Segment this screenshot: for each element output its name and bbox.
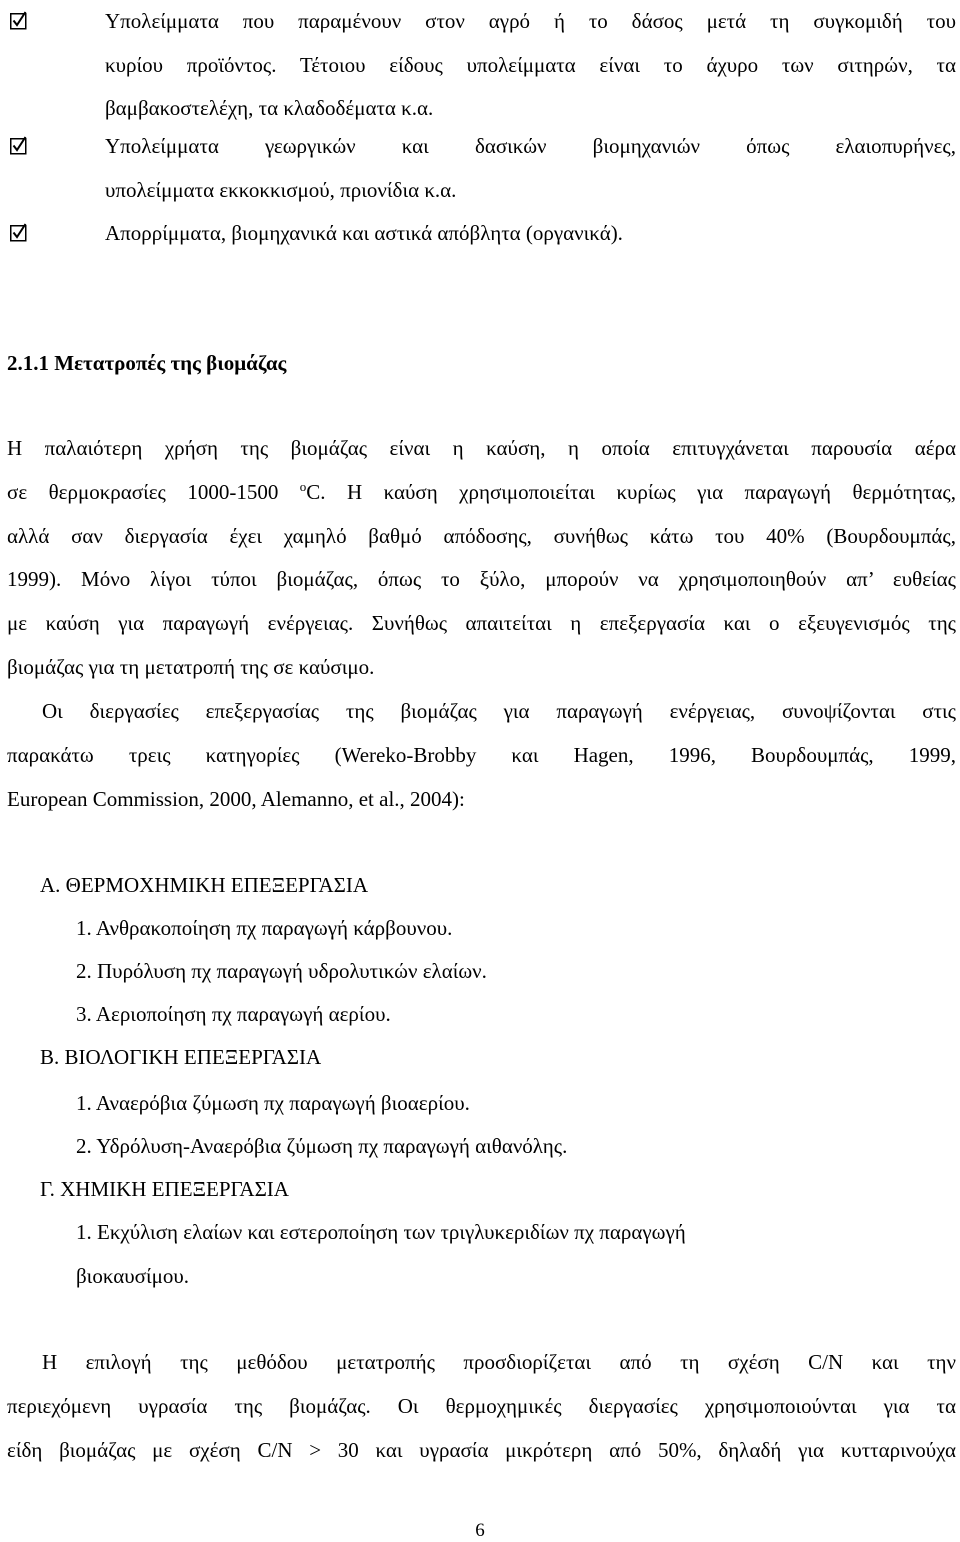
paragraph-line: με καύση για παραγωγή ενέργειας. Συνήθως απαιτείται η επεξεργασία και ο εξευγενισμός της	[7, 611, 956, 636]
list-item: βιοκαυσίμου.	[76, 1264, 190, 1288]
paragraph-line: Η παλαιότερη χρήση της βιομάζας είναι η καύση, η οποία επιτυγχάνεται παρουσία αέρα	[7, 436, 956, 460]
paragraph-line: Οι διεργασίες επεξεργασίας της βιομάζας για παραγωγή ενέργειας, συνοψίζονται στις	[42, 699, 956, 723]
list-item: 1. Αναερόβια ζύμωση πχ παραγωγή βιοαερίου.	[76, 1091, 470, 1115]
list-item: 3. Αεριοποίηση πχ παραγωγή αερίου.	[76, 1002, 391, 1026]
paragraph-text: σε θερμοκρασίες 1000-1500	[7, 479, 300, 504]
bullet-text-line: υπολείμματα εκκοκκισμού, πριονίδια κ.α.	[105, 177, 457, 202]
bullet-text-line: Υπολείμματα γεωργικών και δασικών βιομηχανιών όπως ελαιοπυρήνες,	[105, 134, 956, 158]
bullet-text-line: Υπολείμματα που παραμένουν στον αγρό ή το δάσος μετά τη συγκομιδή του	[105, 9, 956, 33]
checked-box-icon	[10, 223, 27, 242]
paragraph-line: είδη βιομάζας με σχέση C/N > 30 και υγρασία μικρότερη από 50%, δηλαδή για κυτταρινούχα	[7, 1437, 956, 1462]
paragraph	[7, 427, 956, 690]
paragraph-line: περιεχόμενη υγρασία της βιομάζας. Οι θερμοχημικές διεργασίες χρησιμοποιούνται για τα	[7, 1393, 956, 1418]
list-item: 2. Υδρόλυση-Αναερόβια ζύμωση πχ παραγωγή αιθανόλης.	[76, 1134, 568, 1158]
list-item: 1. Ανθρακοποίηση πχ παραγωγή κάρβουνου.	[76, 916, 453, 940]
bullet-item	[10, 0, 956, 131]
paragraph-line: βιομάζας για τη μετατροπή της σε καύσιμο.	[7, 654, 375, 679]
list-item: 1. Εκχύλιση ελαίων και εστεροποίηση των τριγλυκεριδίων πχ παραγωγή	[76, 1220, 686, 1244]
checked-box-icon	[10, 11, 27, 30]
bullet-text-line: κυρίου προϊόντος. Τέτοιου είδους υπολείμματα είναι το άχυρο των σιτηρών, τα	[105, 52, 956, 77]
bullet-text-line: βαμβακοστελέχη, τα κλαδοδέματα κ.α.	[105, 96, 434, 120]
paragraph	[7, 1341, 956, 1472]
category-title: Α. ΘΕΡΜΟΧΗΜΙΚΗ ΕΠΕΞΕΡΓΑΣΙΑ	[40, 873, 369, 897]
category-title: Β. ΒΙΟΛΟΓΙΚΗ ΕΠΕΞΕΡΓΑΣΙΑ	[40, 1045, 322, 1069]
degree-superscript: o	[299, 478, 307, 494]
checked-box-icon	[10, 136, 27, 155]
bullet-item	[10, 125, 956, 212]
paragraph-line: Η επιλογή της μεθόδου μετατροπής προσδιορίζεται από τη σχέση C/N και την	[42, 1350, 956, 1374]
bullet-text-line: Απορρίμματα, βιομηχανικά και αστικά απόβλητα (οργανικά).	[105, 221, 623, 245]
paragraph-text: C. Η καύση χρησιμοποιείται κυρίως για παραγωγή θερμότητας,	[306, 479, 956, 504]
paragraph-line: αλλά σαν διεργασία έχει χαμηλό βαθμό απόδοσης, συνήθως κάτω του 40% (Βουρδουμπάς,	[7, 523, 956, 548]
paragraph-line: 1999). Μόνο λίγοι τύποι βιομάζας, όπως το ξύλο, μπορούν να χρησιμοποιηθούν απ’ ευθείας	[7, 567, 956, 592]
paragraph-line: European Commission, 2000, Alemanno, et al., 2004):	[7, 786, 465, 811]
section-heading: 2.1.1 Μετατροπές της βιομάζας	[7, 351, 287, 375]
list-item: 2. Πυρόλυση πχ παραγωγή υδρολυτικών ελαίων.	[76, 959, 487, 983]
category-title: Γ. ΧΗΜΙΚΗ ΕΠΕΞΕΡΓΑΣΙΑ	[40, 1177, 289, 1201]
paragraph-line	[7, 471, 956, 515]
bullet-item	[10, 212, 956, 256]
paragraph	[7, 690, 956, 821]
page-number: 6	[475, 1520, 485, 1541]
paragraph-line: παρακάτω τρεις κατηγορίες (Wereko-Brobby και Hagen, 1996, Βουρδουμπάς, 1999,	[7, 742, 956, 767]
